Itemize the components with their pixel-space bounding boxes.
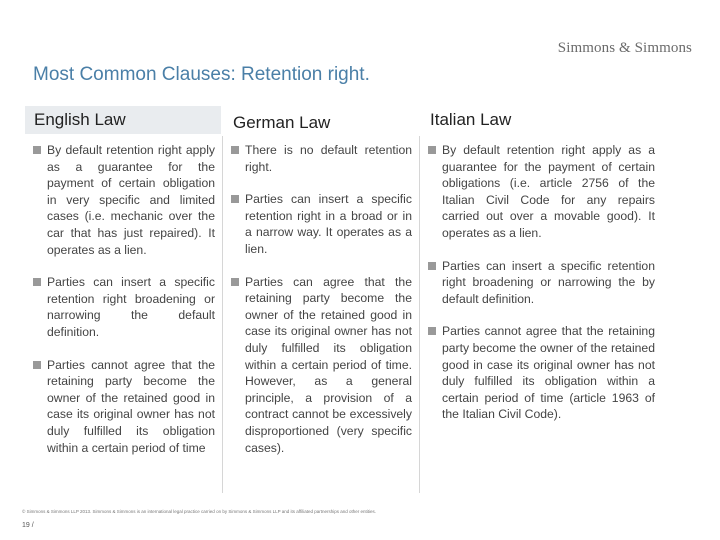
square-bullet-icon (231, 195, 239, 203)
list-item (33, 274, 215, 340)
square-bullet-icon (231, 146, 239, 154)
list-item-text: Parties can agree that the retaining party become the owner of the retained good in case its original owner has not duly fulfilled its obligation within a certain period of time. However, as a general principle, a provision of a contract cannot be excessively disproportioned (very specific cases). (245, 274, 412, 455)
slide-title: Most Common Clauses: Retention right. (33, 64, 370, 85)
list-item-text: Parties can insert a specific retention right broadening or narrowing the by default definition. (442, 258, 655, 306)
german-law-column (231, 142, 412, 472)
list-item (231, 142, 412, 175)
list-item (428, 323, 655, 423)
list-item-text: By default retention right apply as a guarantee for the payment of certain obligation in very specific and limited cases (i.e. mechanic over the car that has just repaired). It operates as a lien. (47, 143, 215, 257)
list-item (33, 142, 215, 258)
square-bullet-icon (428, 262, 436, 270)
column-divider (419, 136, 420, 493)
header-english-law: English Law (25, 106, 221, 134)
square-bullet-icon (428, 146, 436, 154)
column-divider (222, 136, 223, 493)
list-item (231, 191, 412, 257)
list-item-text: Parties can insert a specific retention right in a broad or in a narrow way. It operates as a lien. (245, 192, 412, 256)
english-law-column (33, 142, 215, 472)
list-item (428, 142, 655, 242)
italian-law-column (428, 142, 655, 439)
list-item (33, 357, 215, 457)
list-item (428, 258, 655, 308)
list-item-text: Parties cannot agree that the retaining party become the owner of the retained good in case its original owner has not duly fulfilled its obligation within a certain period of time (article 1963 of the Italian Civil Code). (442, 324, 655, 422)
square-bullet-icon (33, 146, 41, 154)
square-bullet-icon (33, 361, 41, 369)
header-italian-law: Italian Law (430, 110, 512, 129)
header-german-law: German Law (233, 113, 331, 132)
list-item (231, 274, 412, 457)
list-item-text: There is no default retention right. (245, 143, 412, 174)
list-item-text: Parties cannot agree that the retaining party become the owner of the retained good in case its original owner has not duly fulfilled its obligation within a certain period of time (47, 357, 215, 455)
list-item-text: By default retention right apply as a guarantee for the payment of certain obligations (i.e. article 2756 of the Italian Civil Code for any repairs carried out over a movable good). It operates as a lien. (442, 143, 655, 240)
square-bullet-icon (428, 327, 436, 335)
copyright-footer: © Simmons & Simmons LLP 2013. Simmons & Simmons is an international legal practice carried on by Simmons & Simmons LLP and its affiliated partnerships and other entities. (22, 509, 376, 514)
square-bullet-icon (33, 278, 41, 286)
list-item-text: Parties can insert a specific retention right broadening or narrowing the default definition. (47, 275, 215, 339)
company-logo: Simmons & Simmons (557, 40, 692, 56)
page-number: 19 / (22, 522, 34, 529)
square-bullet-icon (231, 278, 239, 286)
